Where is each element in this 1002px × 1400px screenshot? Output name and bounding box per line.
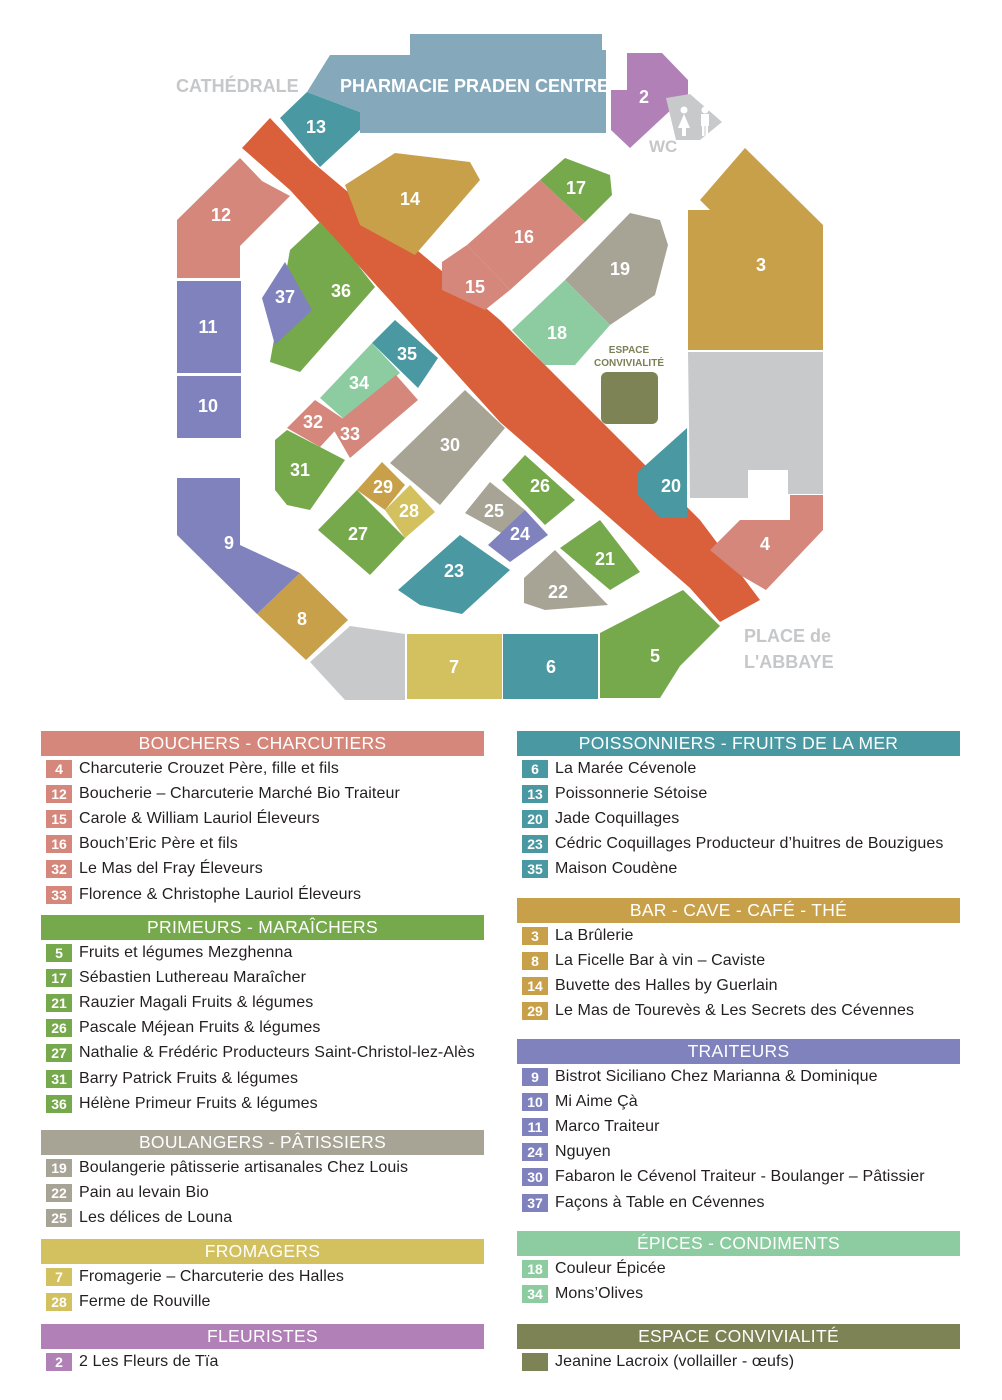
stall-badge: 19 (46, 1159, 72, 1177)
legend-row (41, 1205, 484, 1230)
stall-5-shape[interactable] (600, 590, 720, 698)
stall-number-27: 27 (347, 524, 369, 544)
vendor-name: Marco Traiteur (555, 1117, 660, 1135)
legend-row (517, 1089, 960, 1114)
stall-badge (522, 1353, 548, 1371)
vendor-name: Pain au levain Bio (79, 1183, 209, 1201)
stall-number-29: 29 (372, 477, 394, 497)
legend-row (41, 832, 484, 857)
legend-traiteurs (517, 1039, 960, 1215)
vendor-name: Florence & Christophe Lauriol Éleveurs (79, 885, 362, 903)
legend-title-traiteurs: TRAITEURS (517, 1039, 960, 1064)
legend-poissonniers (517, 731, 960, 882)
vendor-name: Jeanine Lacroix (vollailler - œufs) (555, 1352, 795, 1370)
vendor-name: Le Mas del Fray Éleveurs (79, 860, 263, 878)
stall-number-12: 12 (210, 205, 232, 225)
legend-title-fleuristes: FLEURISTES (41, 1324, 484, 1349)
vendor-name: Les délices de Louna (79, 1208, 233, 1226)
vendor-name: Cédric Coquillages Producteur d’huitres de Bouzigues (555, 835, 944, 853)
vendor-name: Fromagerie – Charcuterie des Halles (79, 1267, 344, 1285)
vendor-name: La Ficelle Bar à vin – Caviste (555, 951, 766, 969)
stall-badge: 29 (522, 1002, 548, 1020)
stall-number-20: 20 (660, 476, 682, 496)
legend-row (41, 990, 484, 1015)
vendor-name: Carole & William Lauriol Éleveurs (79, 809, 320, 827)
vendor-name: Barry Patrick Fruits & légumes (79, 1069, 299, 1087)
legend-epices (517, 1231, 960, 1306)
legend-bar-cave (517, 898, 960, 1024)
stall-badge: 31 (46, 1070, 72, 1088)
stall-badge: 12 (46, 785, 72, 803)
stall-badge: 14 (522, 977, 548, 995)
legend-row (41, 1289, 484, 1314)
legend-row (41, 940, 484, 965)
legend-row (41, 806, 484, 831)
stall-number-6: 6 (545, 657, 557, 677)
legend-title-espace: ESPACE CONVIVIALITÉ (517, 1324, 960, 1349)
legend-boulangers (41, 1130, 484, 1231)
stall-number-4: 4 (759, 534, 771, 554)
vendor-name: Hélène Primeur Fruits & légumes (79, 1094, 318, 1112)
stall-number-36: 36 (330, 281, 352, 301)
vendor-name: Fabaron le Cévenol Traiteur - Boulanger – Pâtissier (555, 1168, 925, 1186)
vendor-name: Fruits et légumes Mezghenna (79, 943, 293, 961)
stall-badge: 34 (522, 1285, 548, 1303)
stall-number-10: 10 (197, 396, 219, 416)
stall-number-19: 19 (609, 259, 631, 279)
stall-number-31: 31 (289, 460, 311, 480)
cathedrale-label: CATHÉDRALE (176, 76, 299, 96)
stall-badge: 32 (46, 860, 72, 878)
stall-badge: 35 (522, 860, 548, 878)
legend-row (41, 1155, 484, 1180)
stall-badge: 25 (46, 1209, 72, 1227)
stall-badge: 26 (46, 1019, 72, 1037)
place-abbaye-label-line2: L'ABBAYE (744, 652, 834, 672)
stall-number-22: 22 (547, 582, 569, 602)
legend-row (517, 948, 960, 973)
stall-number-23: 23 (443, 561, 465, 581)
stall-badge: 18 (522, 1260, 548, 1278)
legend-title-bouchers: BOUCHERS - CHARCUTIERS (41, 731, 484, 756)
stall-number-17: 17 (565, 178, 587, 198)
vendor-name: Sébastien Luthereau Maraîcher (79, 968, 307, 986)
vendor-name: Poissonnerie Sétoise (555, 784, 708, 802)
stall-badge: 2 (46, 1353, 72, 1371)
legend-row (41, 1349, 484, 1374)
legend-row (41, 1091, 484, 1116)
vendor-name: Boucherie – Charcuterie Marché Bio Traiteur (79, 784, 400, 802)
legend-row (517, 1349, 960, 1374)
gray-block-right (688, 352, 823, 498)
legend-row (517, 857, 960, 882)
legend-row (517, 832, 960, 857)
legend-row (41, 1016, 484, 1041)
stall-badge: 33 (46, 886, 72, 904)
espace-label-line1: ESPACE (608, 345, 650, 356)
stall-number-37: 37 (274, 287, 296, 307)
vendor-name: Jade Coquillages (555, 809, 680, 827)
stall-number-25: 25 (483, 501, 505, 521)
espace-convivialite-block (601, 372, 658, 424)
vendor-name: La Brûlerie (555, 926, 634, 944)
stall-badge: 5 (46, 944, 72, 962)
legend-row (41, 965, 484, 990)
vendor-name: Bouch’Eric Père et fils (79, 835, 238, 853)
legend-primeurs (41, 915, 484, 1116)
legend-row (517, 923, 960, 948)
stall-number-5: 5 (649, 646, 661, 666)
stall-number-2: 2 (638, 87, 650, 107)
legend-title-fromagers: FROMAGERS (41, 1239, 484, 1264)
legend-row (41, 1264, 484, 1289)
stall-badge: 36 (46, 1095, 72, 1113)
stall-badge: 13 (522, 785, 548, 803)
stall-number-15: 15 (464, 277, 486, 297)
stall-number-7: 7 (448, 657, 460, 677)
stall-badge: 37 (522, 1194, 548, 1212)
stall-badge: 17 (46, 969, 72, 987)
vendor-name: Maison Coudène (555, 860, 678, 878)
legend-espace (517, 1324, 960, 1374)
vendor-name: Façons à Table en Cévennes (555, 1193, 765, 1211)
stall-badge: 16 (46, 835, 72, 853)
legend-row (517, 1165, 960, 1190)
legend-row (517, 1064, 960, 1089)
vendor-name: Couleur Épicée (555, 1259, 666, 1277)
stall-number-35: 35 (396, 344, 418, 364)
legend-row (41, 1066, 484, 1091)
stall-number-9: 9 (223, 533, 235, 553)
vendor-name: Le Mas de Tourevès & Les Secrets des Cévennes (555, 1002, 915, 1020)
legend-row (517, 806, 960, 831)
vendor-name: Mons’Olives (555, 1284, 644, 1302)
vendor-name: Charcuterie Crouzet Père, fille et fils (79, 759, 340, 777)
stall-badge: 3 (522, 927, 548, 945)
legend-row (41, 781, 484, 806)
legend-fromagers (41, 1239, 484, 1314)
stall-number-26: 26 (529, 476, 551, 496)
stall-badge: 11 (522, 1118, 548, 1136)
vendor-name: Pascale Méjean Fruits & légumes (79, 1019, 321, 1037)
pharmacie-label: PHARMACIE PRADEN CENTRE (340, 76, 610, 96)
stall-number-16: 16 (513, 227, 535, 247)
stall-number-3: 3 (755, 255, 767, 275)
stall-badge: 10 (522, 1093, 548, 1111)
place-abbaye-label-line1: PLACE de (744, 626, 832, 646)
legend-row (517, 1114, 960, 1139)
stall-number-30: 30 (439, 435, 461, 455)
legend-row (517, 1140, 960, 1165)
legend-row (517, 1256, 960, 1281)
stall-3-shape[interactable] (688, 148, 823, 350)
legend-row (41, 857, 484, 882)
vendor-name: Rauzier Magali Fruits & légumes (79, 993, 314, 1011)
legend-title-boulangers: BOULANGERS - PÂTISSIERS (41, 1130, 484, 1155)
vendor-name: 2 Les Fleurs de Tïa (79, 1352, 219, 1370)
stall-badge: 7 (46, 1268, 72, 1286)
wc-label: WC (649, 137, 678, 156)
stall-badge: 21 (46, 994, 72, 1012)
vendor-name: Nathalie & Frédéric Producteurs Saint-Christol-lez-Alès (79, 1044, 475, 1062)
stall-badge: 4 (46, 760, 72, 778)
stall-number-34: 34 (348, 373, 370, 393)
vendor-name: Boulangerie pâtisserie artisanales Chez Louis (79, 1158, 409, 1176)
stall-number-13: 13 (305, 117, 327, 137)
legend-row (517, 1281, 960, 1306)
stall-number-14: 14 (399, 189, 421, 209)
stall-badge: 23 (522, 835, 548, 853)
legend-row (517, 999, 960, 1024)
legend-row (41, 882, 484, 907)
vendor-name: Nguyen (555, 1143, 611, 1161)
vendor-name: Mi Aime Çà (555, 1092, 638, 1110)
stall-badge: 28 (46, 1293, 72, 1311)
legend-row (41, 1041, 484, 1066)
vendor-name: Buvette des Halles by Guerlain (555, 976, 778, 994)
legend-fleuristes (41, 1324, 484, 1374)
vendor-name: Ferme de Rouville (79, 1292, 211, 1310)
stall-12-shape[interactable] (177, 158, 290, 278)
stall-badge: 8 (522, 952, 548, 970)
stall-badge: 27 (46, 1044, 72, 1062)
stall-number-8: 8 (296, 609, 308, 629)
legend-title-epices: ÉPICES - CONDIMENTS (517, 1231, 960, 1256)
stall-badge: 9 (522, 1068, 548, 1086)
wc-shape (666, 94, 722, 140)
stall-number-18: 18 (546, 323, 568, 343)
legend-row (517, 781, 960, 806)
legend-bouchers (41, 731, 484, 907)
legend-row (517, 756, 960, 781)
stall-badge: 15 (46, 810, 72, 828)
stall-number-28: 28 (398, 501, 420, 521)
stall-badge: 6 (522, 760, 548, 778)
stall-badge: 24 (522, 1143, 548, 1161)
legend-row (41, 1180, 484, 1205)
legend-title-primeurs: PRIMEURS - MARAÎCHERS (41, 915, 484, 940)
legend-row (517, 1190, 960, 1215)
legend-title-bar-cave: BAR - CAVE - CAFÉ - THÉ (517, 898, 960, 923)
stall-badge: 22 (46, 1184, 72, 1202)
stall-badge: 20 (522, 810, 548, 828)
legend-row (517, 973, 960, 998)
stall-number-11: 11 (198, 317, 218, 337)
legend-title-poissonniers: POISSONNIERS - FRUITS DE LA MER (517, 731, 960, 756)
vendor-name: La Marée Cévenole (555, 759, 697, 777)
stall-number-21: 21 (594, 549, 616, 569)
stall-number-33: 33 (339, 424, 361, 444)
stall-badge: 30 (522, 1168, 548, 1186)
stall-number-24: 24 (509, 524, 531, 544)
stall-number-32: 32 (302, 412, 324, 432)
espace-label-line2: CONVIVIALITÉ (593, 358, 665, 369)
legend-row (41, 756, 484, 781)
vendor-name: Bistrot Siciliano Chez Marianna & Dominique (555, 1067, 878, 1085)
